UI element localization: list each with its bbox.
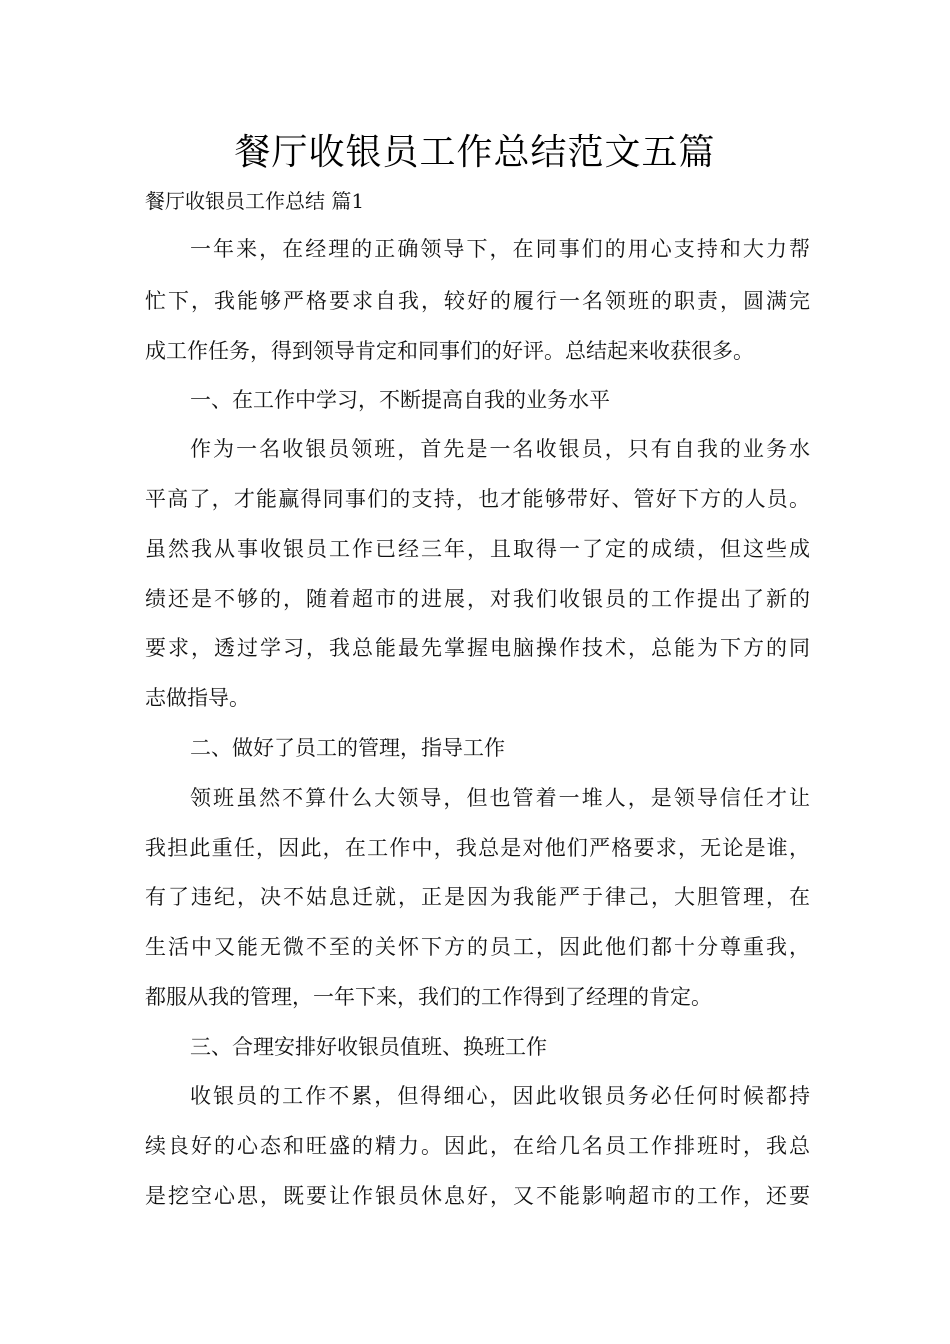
paragraph-line: 忙下，我能够严格要求自我，较好的履行一名领班的职责，圆满完: [145, 289, 810, 313]
paragraph-line: 一年来，在经理的正确领导下，在同事们的用心支持和大力帮: [190, 237, 810, 261]
paragraph-line: 成工作任务，得到领导肯定和同事们的好评。总结起来收获很多。: [145, 339, 754, 363]
paragraph-line: 要求，透过学习，我总能最先掌握电脑操作技术，总能为下方的同: [145, 636, 810, 660]
paragraph-line: 平高了，才能赢得同事们的支持，也才能够带好、管好下方的人员。: [145, 487, 810, 511]
paragraph-line: 都服从我的管理，一年下来，我们的工作得到了经理的肯定。: [145, 985, 712, 1009]
paragraph-line: 续良好的心态和旺盛的精力。因此，在给几名员工作排班时，我总: [145, 1134, 810, 1158]
paragraph-line: 有了违纪，决不姑息迁就，正是因为我能严于律己，大胆管理，在: [145, 885, 810, 909]
paragraph-line: 领班虽然不算什么大领导，但也管着一堆人，是领导信任才让: [190, 786, 810, 810]
paragraph-line: 生活中又能无微不至的关怀下方的员工，因此他们都十分尊重我，: [145, 935, 810, 959]
document-title: 餐厅收银员工作总结范文五篇: [234, 132, 716, 173]
section-heading: 二、做好了员工的管理，指导工作: [190, 736, 505, 760]
paragraph-line: 是挖空心思，既要让作银员休息好，又不能影响超市的工作，还要: [145, 1184, 810, 1208]
paragraph-line: 志做指导。: [145, 686, 250, 710]
paragraph-line: 我担此重任，因此，在工作中，我总是对他们严格要求，无论是谁，: [145, 836, 810, 860]
paragraph-line: 作为一名收银员领班，首先是一名收银员，只有自我的业务水: [190, 437, 810, 461]
section-heading: 三、合理安排好收银员值班、换班工作: [190, 1035, 547, 1059]
paragraph-line: 虽然我从事收银员工作已经三年，且取得一了定的成绩，但这些成: [145, 537, 810, 561]
paragraph-line: 收银员的工作不累，但得细心，因此收银员务必任何时候都持: [190, 1084, 810, 1108]
paragraph-line: 绩还是不够的，随着超市的进展，对我们收银员的工作提出了新的: [145, 587, 810, 611]
section-heading: 一、在工作中学习，不断提高自我的业务水平: [190, 388, 610, 412]
section-subtitle: 餐厅收银员工作总结 篇1: [145, 189, 365, 213]
